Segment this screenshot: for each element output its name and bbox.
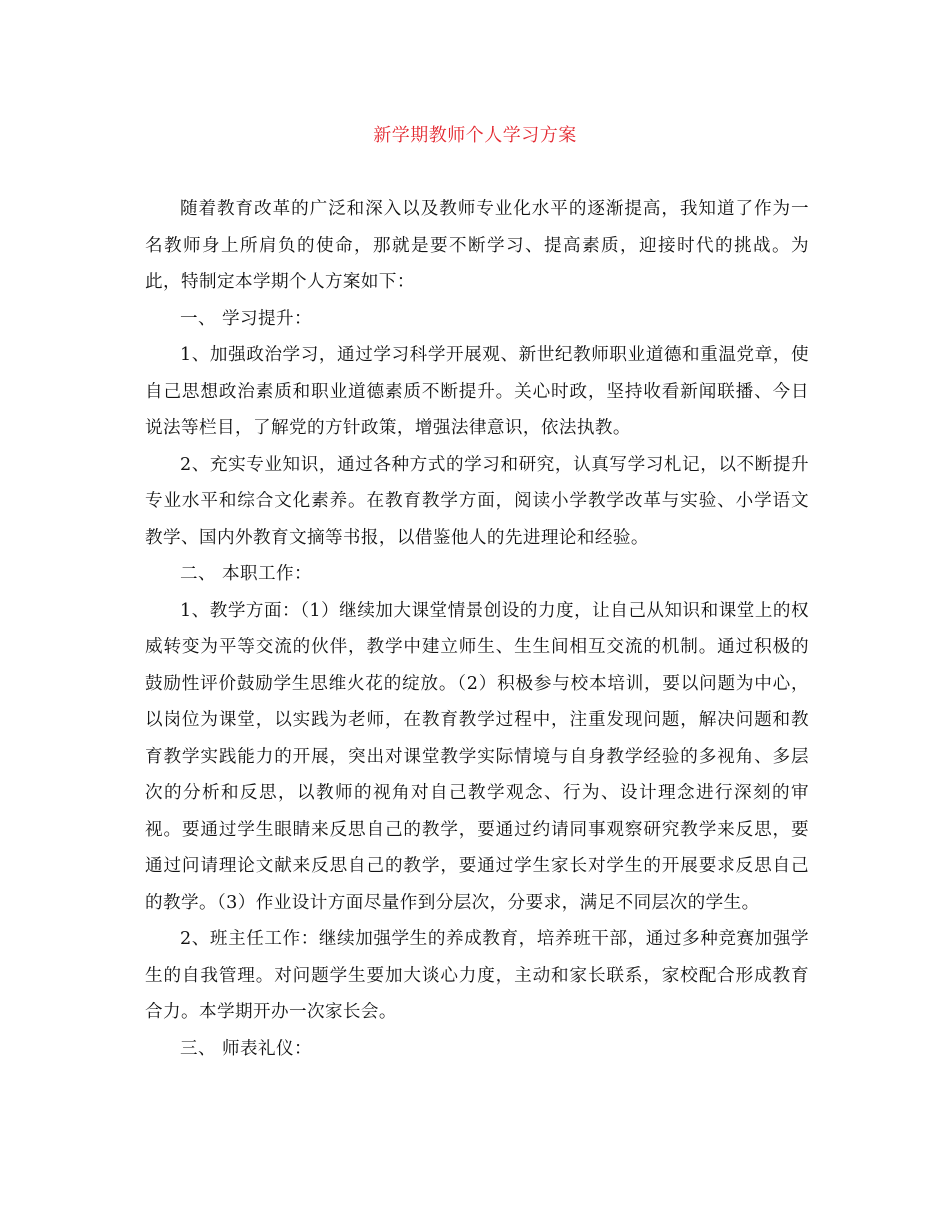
- document-body: [145, 191, 809, 1067]
- paragraph-professional-knowledge: 2、充实专业知识，通过各种方式的学习和研究，认真写学习札记，以不断提升专业水平和综合文化素养。在教育教学方面，阅读小学教学改革与实验、小学语文教学、国内外教育文摘等书报，以借鉴他人的先进理论和经验。: [145, 454, 809, 548]
- section-heading-etiquette: 三、 师表礼仪：: [180, 1038, 312, 1059]
- paragraph-political-study: 1、加强政治学习，通过学习科学开展观、新世纪教师职业道德和重温党章，使自己思想政治素质和职业道德素质不断提升。关心时政，坚持收看新闻联播、今日说法等栏目，了解党的方针政策，增强法律意识，依法执教。: [145, 345, 809, 438]
- intro-paragraph: 随着教育改革的广泛和深入以及教师专业化水平的逐渐提高，我知道了作为一名教师身上所肩负的使命，那就是要不断学习、提高素质，迎接时代的挑战。为此，特制定本学期个人方案如下：: [145, 199, 809, 292]
- document-title: 新学期教师个人学习方案: [373, 125, 577, 146]
- section-heading-study: 一、 学习提升：: [180, 308, 312, 329]
- paragraph-class-teacher: 2、班主任工作：继续加强学生的养成教育，培养班干部，通过多种竞赛加强学生的自我管理。对问题学生要加大谈心力度，主动和家长联系，家校配合形成教育合力。本学期开办一次家长会。: [145, 929, 809, 1022]
- section-heading-duties: 二、 本职工作：: [180, 564, 312, 584]
- paragraph-teaching: 1、教学方面：（1）继续加大课堂情景创设的力度，让自己从知识和课堂上的权威转变为平等交流的伙伴，教学中建立师生、生生间相互交流的机制。通过积极的鼓励性评价鼓励学生思维火花的绽放。（2）积极参与校本培训，要以问题为中心，以岗位为课堂，以实践为老师，在教育教学过程中，注重发现问题，解决问题和教育教学实践能力的开展，突出对课堂教学实际情境与自身教学经验的多视角、多层次的分析和反思，以教师的视角对自己教学观念、行为、设计理念进行深刻的审视。要通过学生眼睛来反思自己的教学，要通过约请同事观察研究教学来反思，要通过问请理论文献来反思自己的教学，要通过学生家长对学生的开展要求反思自己的教学。（3）作业设计方面尽量作到分层次，分要求，满足不同层次的学生。: [145, 600, 809, 913]
